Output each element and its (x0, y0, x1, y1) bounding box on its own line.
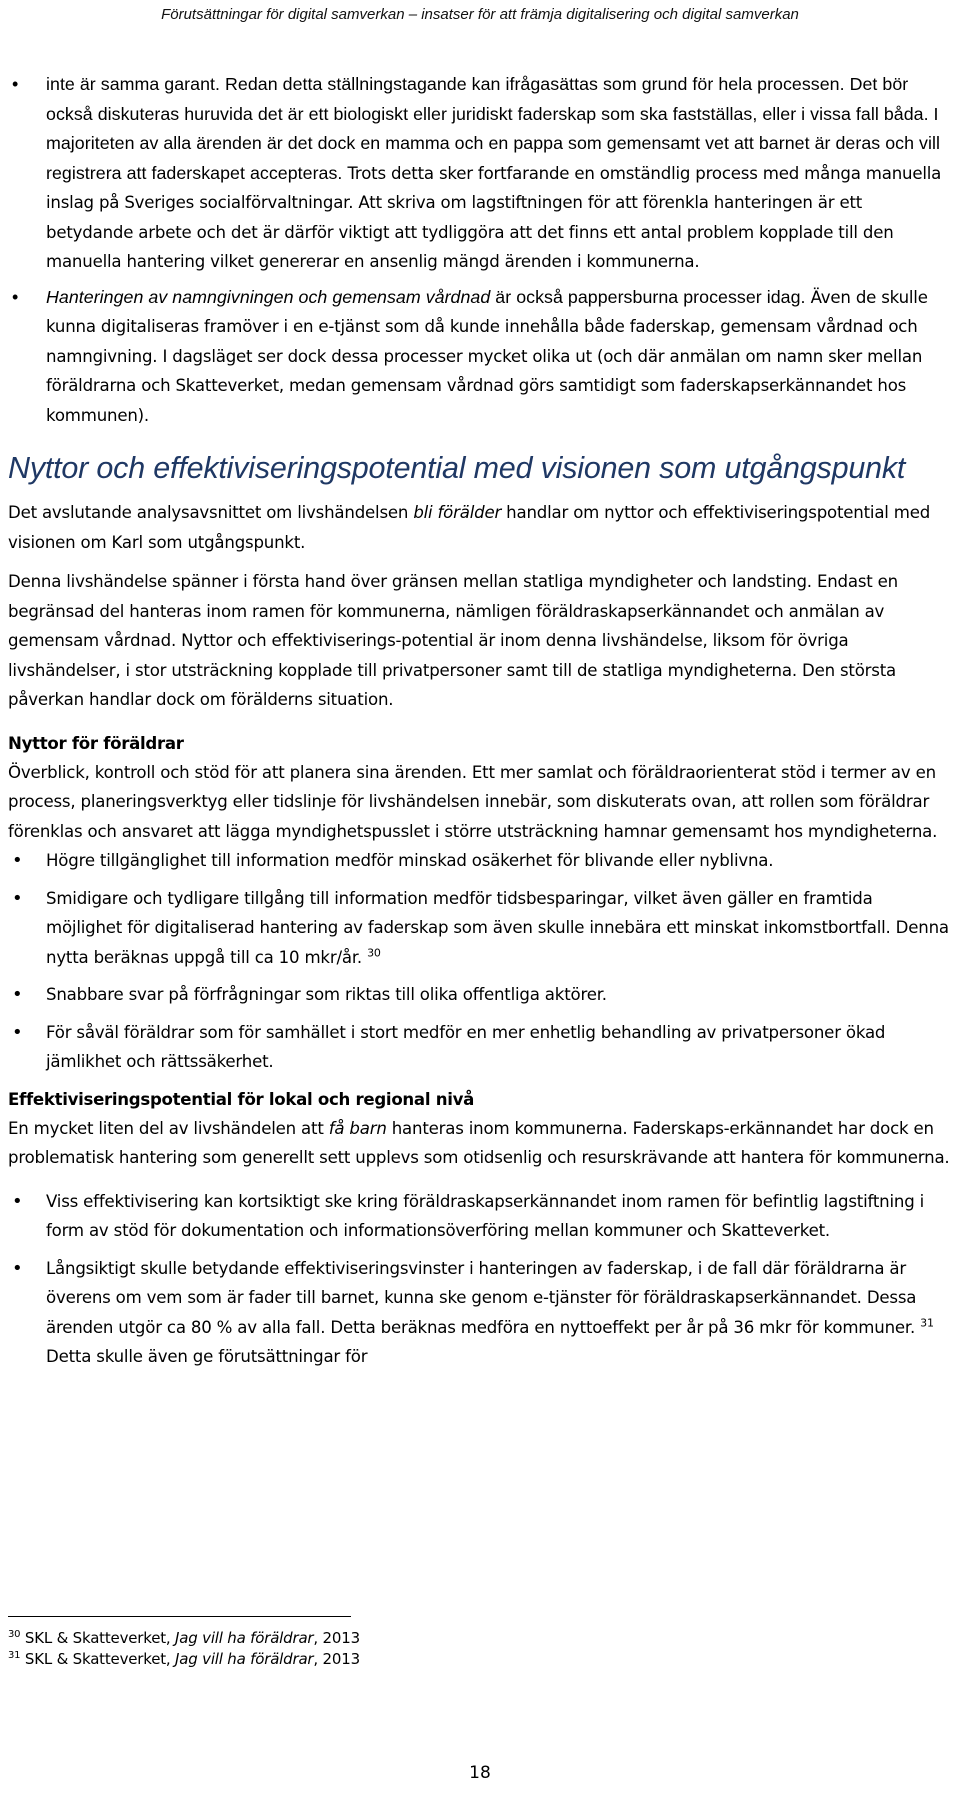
intro-continuation-b: Trots detta sker fortfarande en omständlig process med många manuella inslag på Sveriges socialförvaltningar. Att skriva om lagstiftningen för att förenkla hanteringen är ett betydande arbete och det är därför viktigt att tydliggöra att det finns ett antal problem kopplade till den manuella hantering vilket genererar en ansenlig mängd ärenden i kommunerna. (46, 163, 942, 271)
effekt-bullet (8, 1254, 952, 1372)
section-heading: Nyttor och effektiviseringspotential med visionen som utgångspunkt (8, 451, 906, 485)
effekt-heading: Effektiviseringspotential för lokal och regional nivå (8, 1089, 475, 1109)
footnote-italic-title: Jag vill ha föräldrar (175, 1629, 314, 1647)
footnote-number: 30 (8, 1629, 21, 1640)
running-title: Förutsättningar för digital samverkan – insatser för att främja digitalisering och digital samverkan (161, 5, 799, 23)
footnote-30 (8, 1628, 608, 1649)
footnote-text-after: , 2013 (313, 1650, 360, 1668)
section-p1-italic: bli förälder (413, 503, 502, 522)
footnote-italic-title: Jag vill ha föräldrar (175, 1650, 314, 1668)
bullet-hantering-rest-a: är också pappersburna processer idag. (490, 286, 806, 307)
footnote-text-after: , 2013 (313, 1629, 360, 1647)
footnote-separator (8, 1616, 351, 1617)
footnote-ref-30[interactable]: 30 (367, 945, 381, 959)
footnote-ref-31[interactable]: 31 (920, 1315, 934, 1329)
continued-bullet-list (8, 70, 952, 430)
nyttor-bullet-text: Snabbare svar på förfrågningar som riktas till olika offentliga aktörer. (46, 985, 607, 1004)
footnote-text-before: SKL & Skatteverket, (20, 1650, 176, 1668)
nyttor-bullet (8, 1018, 952, 1077)
footnote-text-before: SKL & Skatteverket, (20, 1629, 176, 1647)
nyttor-bullet-list (8, 846, 952, 1077)
bullet-hantering (8, 283, 952, 431)
intro-continuation: inte är samma garant. Redan detta ställningstagande kan ifrågasättas som grund för hela processen. Det bör också diskuteras huruvida det är ett biologiskt eller juridiskt faderskap som ska fastställas, eller i vissa fall båda. I majoriteten av alla ärenden är det dock en mamma och en pappa som gemensamt vet att barnet är deras och vill registrera att faderskapet accepteras. (46, 74, 940, 183)
section-paragraph-1 (8, 498, 952, 557)
effekt-intro-before: En mycket liten del av livshändelen att (8, 1118, 329, 1138)
bullet-hantering-rest-c: I dagsläget ser dock dessa processer mycket olika ut (och där anmälan om namn sker mellan föräldrarna och Skatteverket, medan gemensam vårdnad görs samtidigt som faderskapserkännandet hos kommunen). (46, 346, 923, 425)
effekt-intro (8, 1114, 952, 1173)
effekt-bullet-list (8, 1187, 952, 1372)
bullet-hantering-rest-b: Även de skulle kunna digitaliseras framöver i en e-tjänst som då kunde innehålla både faderskap, gemensam vårdnad och namngivning. (46, 287, 928, 366)
section-p1-after: handlar om nyttor och effektiviseringspotential med visionen om Karl som utgångspunkt. (8, 503, 931, 552)
nyttor-bullet-text: Högre tillgänglighet till information medför minskad osäkerhet för blivande eller nyblivna. (46, 851, 774, 870)
footnotes (8, 1628, 608, 1670)
effekt-bullet-1-text: Viss effektivisering kan kortsiktigt ske kring föräldraskapserkännandet inom ramen för befintlig lagstiftning i form av stöd för dokumentation och informationsöverföring mellan kommuner och Skatteverket. (46, 1191, 925, 1240)
nyttor-bullet-text: För såväl föräldrar som för samhället i stort medför en mer enhetlig behandling av privatpersoner ökad jämlikhet och rättssäkerhet. (46, 1022, 886, 1071)
effekt-intro-after: hanteras inom kommunerna. Faderskaps-erkännandet har dock en problematisk hantering som generellt sett upplevs som otidsenlig och resurskrävande att hantera för kommunerna. (8, 1118, 950, 1167)
running-header (0, 0, 960, 28)
nyttor-bullet (8, 884, 952, 973)
nyttor-heading: Nyttor för föräldrar (8, 733, 184, 753)
effekt-bullet-2-after: Detta skulle även ge förutsättningar för (46, 1347, 368, 1366)
nyttor-bullet (8, 980, 952, 1010)
page-content (8, 70, 952, 1380)
page-number: 18 (469, 1763, 491, 1783)
footnote-31 (8, 1649, 608, 1670)
effekt-bullet (8, 1187, 952, 1246)
continued-bullet-text (8, 70, 952, 277)
footnote-number: 31 (8, 1650, 21, 1661)
section-paragraph-2: Denna livshändelse spänner i första hand över gränsen mellan statliga myndigheter och landsting. Endast en begränsad del hanteras inom ramen för kommunerna, nämligen föräldraskapserkännandet och anmälan av gemensam vårdnad. Nyttor och effektiviserings-potential är inom denna livshändelse, liksom för övriga livshändelser, i stor utsträckning kopplade till privatpersoner samt till de statliga myndigheterna. Den största påverkan handlar dock om förälderns situation. (8, 572, 898, 709)
nyttor-intro: Överblick, kontroll och stöd för att planera sina ärenden. Ett mer samlat och föräldraorienterat stöd i termer av en process, planeringsverktyg eller tidslinje för livshändelsen innebär, som diskuterats ovan, att rollen som föräldrar förenklas och ansvaret att lägga myndighetspusslet i större utsträckning hamnar gemensamt hos myndigheterna. (8, 762, 938, 841)
nyttor-bullet (8, 846, 952, 876)
effekt-intro-italic: få barn (328, 1118, 387, 1138)
bullet-hantering-italic: Hanteringen av namngivningen och gemensam vårdnad (46, 286, 491, 307)
section-p1-before: Det avslutande analysavsnittet om livshändelsen (8, 503, 414, 522)
nyttor-bullet-text: Smidigare och tydligare tillgång till information medför tidsbesparingar, vilket även gäller en framtida möjlighet för digitaliserad hantering av faderskap som även skulle innebära ett minskat inkomstbortfall. Denna nytta beräknas uppgå till ca 10 mkr/år. (46, 888, 949, 967)
effekt-bullet-2-before: Långsiktigt skulle betydande effektiviseringsvinster i hanteringen av faderskap, i de fall där föräldrarna är överens om vem som är fader till barnet, kunna ske genom e-tjänster för föräldraskapserkännandet. Dessa ärenden utgör ca 80 % av alla fall. Detta beräknas medföra en nyttoeffekt per år på 36 mkr för kommuner. (46, 1258, 917, 1337)
